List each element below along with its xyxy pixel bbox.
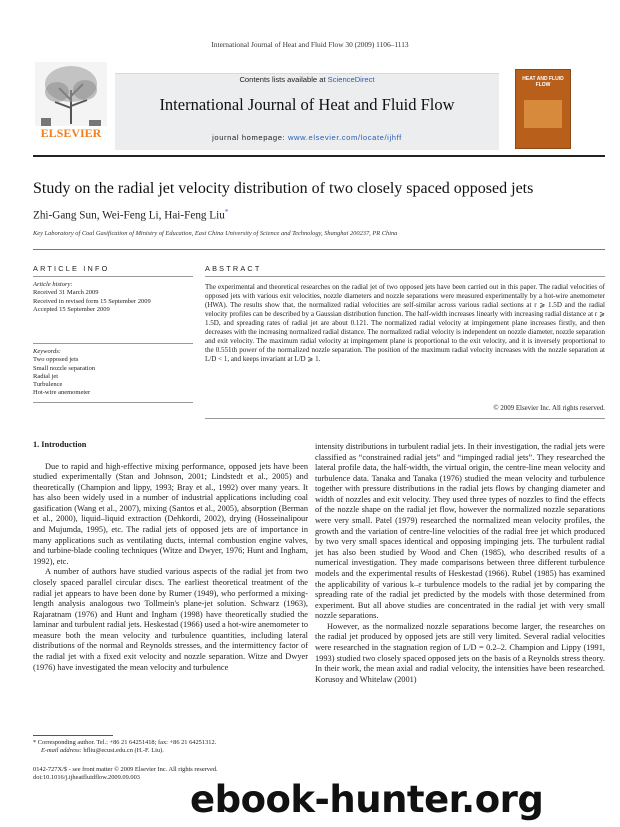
body-paragraph: Due to rapid and high-effective mixing performance, opposed jets have been studied experimentally (Stan and Johnson, 2001; Lindstedt et al., 2005) and theoretically (Champion and lippy, 1993; Bray et al., 1992) over many years. It has also been widely used in a number of industrial applications including coal gasification (Wang et al., 2007), mixing (Santos et al., 2005), absorption (Berman et al., 2000), liquid–liquid extraction (Dehkordi, 2002), drying (Hosseinalipour and Mujumda, 1995), etc. The radial jets of opposed jets are of importance in many applications such as ventilating ducts, internal combustion engine valves, and turbine-blade cooling techniques (Witze and Dwyer, 1976; Hunt and Ingham, 1992), etc.	[33, 461, 308, 566]
journal-cover-thumbnail[interactable]	[515, 69, 571, 149]
authors	[33, 208, 605, 222]
body-paragraph: A number of authors have studied various aspects of the radial jet from two closely spaced parallel circular discs. The earliest theoretical treatment of the radial jet appears to have been done by Rumer (1949), who performed a mixing-length analysis analogous two Tollmein's plane-jet solution. Schwarz (1963), Rajaratnam (1976) and Hunt and Ingham (1998) have theoretically studied the laminar and turbulent radial jets. Heskestad (1966) used a hot-wire anemometer to measure both the mean velocity and turbulence quantities, including lateral distributions of the normal and Reynolds stresses, and the intermittency factor of the radial jet with a fixed exit velocity and nozzle separation. Witze and Dwyer (1976) have investigated the mean velocity and turbulence	[33, 567, 308, 672]
email-label: E-mail address:	[41, 747, 82, 755]
cover-title: HEAT AND FLUID FLOW	[522, 76, 564, 88]
homepage-link[interactable]: www.elsevier.com/locate/ijhff	[287, 133, 402, 142]
header-rule	[33, 155, 605, 157]
article-info-rule	[33, 276, 193, 277]
keyword-item: Radial jet	[33, 372, 59, 380]
keywords-label: Keywords:	[33, 348, 61, 355]
keywords-rule	[33, 343, 193, 344]
keyword-item: Small nozzle separation	[33, 364, 96, 372]
keywords	[33, 348, 193, 398]
running-head: International Journal of Heat and Fluid Flow 30 (2009) 1106–1113	[211, 40, 409, 49]
article-info-bottom-rule	[33, 402, 193, 403]
affiliation: Key Laboratory of Coal Gasification of Ministry of Education, East China University of Science and Technology, Shanghai 200237, PR China	[33, 230, 398, 237]
corresponding-author-note: * Corresponding author. Tel.: +86 21 64251418; fax: +86 21 64251312.	[33, 739, 217, 746]
body-paragraph: However, as the normalized nozzle separations become larger, the researches on the radial jet produced by opposed jets are still very limited. Several radial velocities were researched in the stagnation region of L/D = 0.2–2. Champion and Lippy (1991, 1993) studied two closely spaced opposed jets on the basis of a Reynolds stress theory. In their work, the mean axial and radial velocity, the intensities have been researched. Korusoy and Whitelaw (2001)	[315, 621, 605, 684]
footnote-rule	[33, 735, 113, 736]
keyword-item: Two opposed jets	[33, 356, 79, 364]
email-address[interactable]: hfliu@ecust.edu.cn (H.-F. Liu).	[83, 747, 164, 755]
history-label: Article history:	[33, 281, 73, 288]
footnote	[33, 739, 308, 756]
abstract-heading: ABSTRACT	[205, 264, 262, 273]
keyword-item: Turbulence	[33, 381, 63, 389]
history-received: Received 31 March 2009	[33, 289, 99, 297]
cover-image	[524, 100, 562, 128]
abstract-rule	[205, 276, 605, 277]
author-list: Zhi-Gang Sun, Wei-Feng Li, Hai-Feng Liu	[33, 209, 225, 222]
article-history	[33, 281, 193, 314]
contents-prefix: Contents lists available at	[239, 75, 328, 84]
keyword-item: Hot-wire anemometer	[33, 389, 91, 397]
article-title: Study on the radial jet velocity distribution of two closely spaced opposed jets	[33, 180, 534, 197]
history-accepted: Accepted 15 September 2009	[33, 305, 110, 313]
history-revised: Received in revised form 15 September 2009	[33, 297, 151, 305]
elsevier-logo[interactable]	[33, 60, 109, 144]
body-paragraph: intensity distributions in turbulent radial jets. In their investigation, the radial jets were classified as “constrained radial jets” and “impinged radial jets”. They researched the lateral profile data, the half-width, the virtual origin, the centre-line mean velocity and turbulence data. Tanaka and Tanaka (1976) studied the mean velocity and turbulence together with pressure distributions in the radial jets flows by changing diameter and width of nozzles and exit velocity. They used three types of nozzles to find the effects of the nozzle shape on the radial jet flow, however the normalized nozzle separations were very small. Patel (1979) researched the normalized mean velocity profiles, the growth and the variation of centre-line velocities of the radial free jet which produced by two very small spaces identical and opposing impinging jets. The turbulent radial jet has also been studied by Wood and Chen (1985), who described results of a numerical investigation. They made comparisons between three different turbulence models and the experimental results of Heskestad (1966). Rubel (1985) has examined the applicability of various k–ε turbulence models to the radial jet by comparing the spreading rate of the radial jet predicted by the models with those determined from experiment. But all above studies are concentrated in the radial jet with very small nozzle separations.	[315, 442, 605, 621]
doi-line[interactable]: doi:10.1016/j.ijheatfluidflow.2009.09.003	[33, 774, 140, 782]
title-rule	[33, 249, 605, 250]
section-heading-introduction: 1. Introduction	[33, 440, 87, 449]
corresponding-author-mark[interactable]: *	[224, 208, 229, 216]
watermark: ebook-hunter.org	[190, 778, 544, 821]
contents-line	[115, 75, 499, 84]
issn-line: 0142-727X/$ - see front matter © 2009 Elsevier Inc. All rights reserved.	[33, 766, 218, 773]
sciencedirect-link[interactable]: ScienceDirect	[327, 75, 375, 84]
abstract-text: The experimental and theoretical researches on the radial jet of two opposed jets have been carried out in this paper. The radial velocities of opposed jets with various exit velocities, nozzle diameters and nozzle separations were measured experimentally by a hot-wire anemometer (HWA). The results show that, the normalized radial velocities are self-similar across various radial sections at r ⩾ 1.5D and the radial velocity profiles can be described by a Gaussian distribution function. The half-width increases linearly with increasing radial distance at r ⩾ 1.5D, and spreading rates of radial jet are about 0.121. The normalized radial velocity at impingement plane increases firstly, and then decreases with the increasing normalized radial distance. The normalized radial velocity is independent on nozzle diameter, nozzle separation and exit velocity. The maximum radial velocity at impingement plane is proportional to the exit velocity, and it is inversely proportional to the 0.551th power of the normalized nozzle separation. The position of the maximum radial velocity increases with the nozzle separation at L/D < 1, and keeps invariant at L/D ⩾ 1.	[205, 283, 605, 364]
homepage-prefix: journal homepage:	[212, 133, 288, 142]
homepage-line	[115, 133, 499, 142]
elsevier-wordmark: ELSEVIER	[40, 126, 102, 140]
article-info-heading: ARTICLE INFO	[33, 264, 110, 273]
body-column-left	[33, 440, 308, 673]
copyright: © 2009 Elsevier Inc. All rights reserved.	[493, 405, 605, 412]
abstract-bottom-rule	[205, 418, 605, 419]
journal-title: International Journal of Heat and Fluid Flow	[159, 95, 455, 114]
body-column-right	[315, 442, 605, 685]
